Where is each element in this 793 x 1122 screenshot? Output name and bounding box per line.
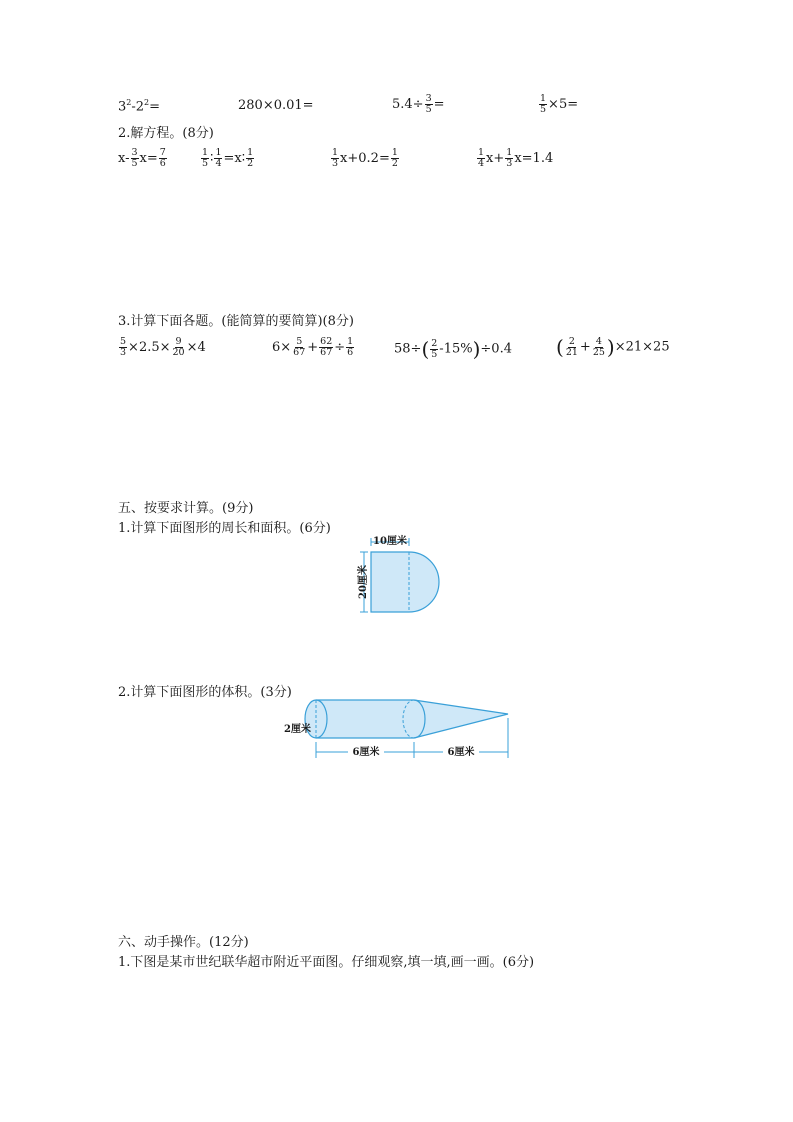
equation-1: x- $\frac{3}{5}$ x= $\frac{7}{6}$ <box>118 147 166 169</box>
width-label: 10厘米 <box>373 536 407 547</box>
calc-expr-4: ( $\frac{2}{21}$ + $\frac{4}{25}$ )×21×25 <box>556 335 670 359</box>
calc-expr-2: 6× $\frac{5}{67}$ + $\frac{62}{67}$ ÷ $\frac{1}{6}$ <box>272 336 354 358</box>
section-3-title: 3.计算下面各题。(能简算的要简算)(8分) <box>118 314 354 329</box>
cylinder-length-label: 6厘米 <box>352 747 380 758</box>
section-5-title: 五、按要求计算。(9分) <box>118 501 254 516</box>
calc-expr-1: $\frac{5}{3}$ ×2.5× $\frac{9}{20}$ ×4 <box>120 336 206 358</box>
section-5-q2-title: 2.计算下面图形的体积。(3分) <box>118 685 292 700</box>
height-label: 20厘米 <box>358 565 369 599</box>
rect-semicircle-shape <box>371 552 439 612</box>
calc-54-div-frac: 5.4÷ $\frac{3}{5}$ = <box>392 93 445 115</box>
equation-3: $\frac{1}{3}$ x+0.2= $\frac{1}{2}$ <box>332 147 398 169</box>
calc-frac-x5: $\frac{1}{5}$ ×5= <box>540 93 579 115</box>
diameter-label: 2厘米 <box>284 724 311 735</box>
section-2-title: 2.解方程。(8分) <box>118 126 214 141</box>
equation-2: $\frac{1}{5}$ ∶ $\frac{1}{4}$ =x∶ $\frac{1}{2}$ <box>202 147 254 169</box>
section-6-q1-title: 1.下图是某市世纪联华超市附近平面图。仔细观察,填一填,画一画。(6分) <box>118 955 535 970</box>
cone-length-label: 6厘米 <box>447 747 475 758</box>
section-6-title: 六、动手操作。(12分) <box>118 935 249 950</box>
section-5-q1-title: 1.计算下面图形的周长和面积。(6分) <box>118 521 331 536</box>
rect-semicircle-figure <box>340 530 460 620</box>
calc-expr-3: 58÷( $\frac{2}{5}$ -15%)÷0.4 <box>394 337 512 361</box>
calc-280x001: 280×0.01= <box>238 98 314 113</box>
equation-4: $\frac{1}{4}$ x+ $\frac{1}{3}$ x=1.4 <box>478 147 554 169</box>
calc-3sq-minus-2sq: $3^2-2^2=$ <box>118 98 161 115</box>
cylinder-cone-figure <box>280 692 520 767</box>
